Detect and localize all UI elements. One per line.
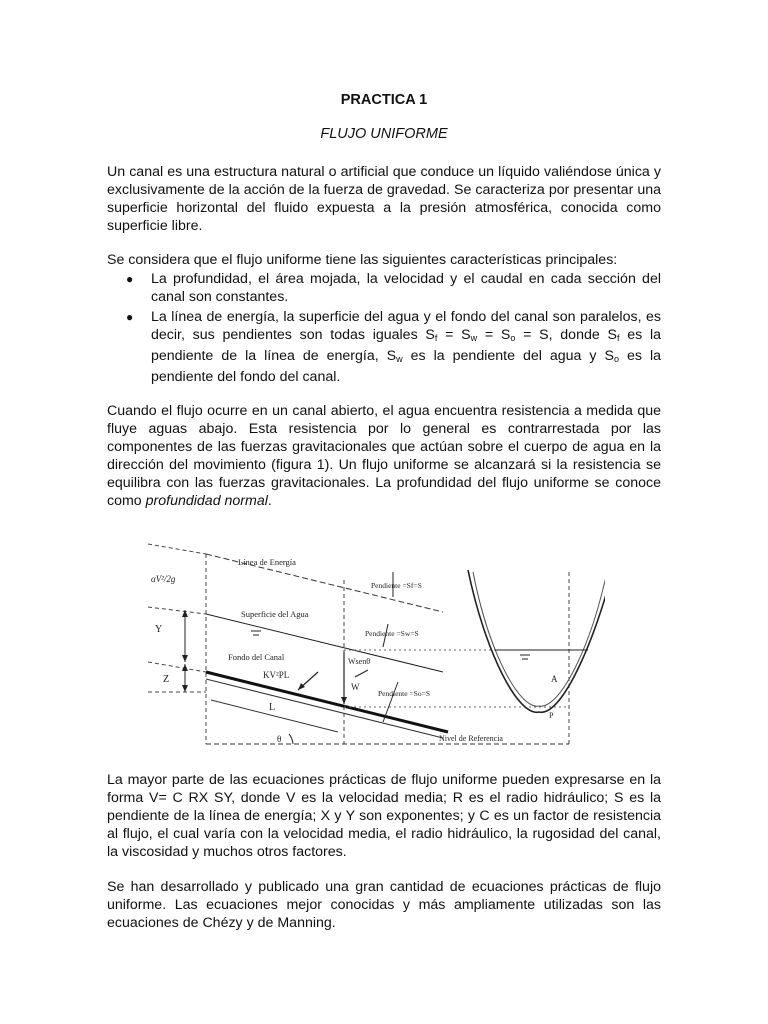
text-fragment: La línea de energía, la superficie del agua y el fondo del canal son paralelos, es decir, sus pendientes son todas iguales S	[151, 309, 661, 343]
label-w: W	[351, 682, 360, 692]
arrow-down-icon	[341, 697, 347, 704]
label-p: P	[549, 711, 554, 720]
intro-paragraph: Un canal es una estructura natural o artificial que conduce un líquido valiéndose única y exclusivamente de la acción de la fuerza de gravedad. Se caracteriza por presentar una superficie horizontal del fluido expuesta a la presión atmosférica, conocida como superficie libre.	[107, 164, 661, 234]
list-item	[126, 308, 662, 386]
slope-pointer	[383, 682, 398, 722]
text-fragment: es la pendiente de la línea de energía, S	[151, 327, 661, 364]
cross-section-outer	[468, 570, 605, 712]
label-datum: Nivel de Referencia	[439, 734, 503, 743]
subscript: o	[613, 354, 619, 364]
list-item	[126, 270, 661, 306]
label-y: Y	[155, 624, 163, 635]
label-z: Z	[163, 674, 170, 685]
channel-bed-line	[206, 679, 443, 738]
final-paragraph: Se han desarrollado y publicado una gran cantidad de ecuaciones prácticas de flujo uniforme. Las ecuaciones mejor conocidas y más ampliamente utilizadas son las ecuaciones de Chézy y de Manning.	[107, 879, 661, 931]
bullet-icon: ●	[126, 272, 134, 286]
label-slope-o: Pendiente =So=S	[378, 689, 431, 698]
energy-line-ext	[148, 544, 206, 554]
text-fragment: es la pendiente del fondo del canal.	[151, 348, 662, 385]
label-slope-f: Pendiente =Sf=S	[371, 581, 422, 590]
list-item-text	[151, 309, 661, 385]
text-fragment: = S, donde S	[515, 327, 617, 343]
label-velocity-head: αV²/2g	[151, 574, 176, 584]
text-fragment: es la pendiente del agua y S	[402, 348, 614, 364]
text-fragment: Cuando el flujo ocurre en un canal abierto, el agua encuentra resistencia a medida que fluye aguas abajo. Esta resistencia por lo general es contrarrestada por las componentes de las fuerzas gravitacionales que actúan sobre el cuerpo de agua en la dirección del movimiento (figura 1). Un flujo uniforme se alcanzará si la resistencia se equilibra con las fuerzas gravitacionales. La profundidad del flujo uniforme se conoce como	[107, 403, 661, 509]
resistance-paragraph	[107, 402, 661, 510]
label-channel-bottom: Fondo del Canal	[228, 652, 285, 662]
arrow-up-icon	[182, 664, 188, 671]
emphasis-text: profundidad normal	[145, 493, 268, 509]
bullet-icon: ●	[126, 310, 134, 324]
list-item-text: La profundidad, el área mojada, la velocidad y el caudal en cada sección del canal son constantes.	[151, 271, 661, 305]
label-water-surface: Superficie del Agua	[241, 609, 309, 619]
label-a: A	[551, 674, 558, 684]
cross-section-inner	[473, 572, 605, 706]
water-surface-line	[206, 614, 443, 672]
text-fragment: .	[267, 493, 272, 509]
channel-bottom-line	[206, 672, 448, 732]
equations-paragraph: La mayor parte de las ecuaciones prácticas de flujo uniforme pueden expresarse en la forma V= C RX SY, donde V es la velocidad media; R es el radio hidráulico; S es la pendiente de la línea de energía; X y Y son exponentes; y C es un factor de resistencia al flujo, el cual varía con la velocidad media, el radio hidráulico, la rugosidad del canal, la viscosidad y muchos otros factores.	[107, 772, 661, 860]
subscript: w	[470, 333, 478, 343]
uniform-flow-figure	[143, 532, 605, 752]
list-intro-paragraph: Se considera que el flujo uniforme tiene las siguientes características principales:	[107, 252, 618, 268]
text-fragment: = S	[477, 327, 511, 343]
label-wsen: Wsenθ	[348, 657, 371, 666]
subscript: w	[396, 354, 403, 364]
subscript: f	[616, 333, 620, 343]
text-fragment: = S	[437, 327, 471, 343]
label-l: L	[269, 702, 276, 713]
label-theta: θ	[277, 734, 282, 744]
wsen-arrow	[355, 670, 368, 677]
label-energy-line: Línea de Energía	[238, 557, 296, 567]
channel-bottom-ext	[148, 662, 206, 672]
water-surface-ext	[148, 607, 206, 614]
page-subtitle: FLUJO UNIFORME	[320, 126, 448, 142]
subscript: o	[510, 333, 516, 343]
characteristics-list	[107, 270, 661, 388]
theta-arc	[289, 734, 293, 744]
label-kv2pl: KV²PL	[263, 670, 290, 680]
arrow-down-icon	[182, 655, 188, 662]
arrow-down-icon	[182, 685, 188, 692]
page-title: PRACTICA 1	[340, 92, 428, 108]
label-slope-w: Pendiente =Sw=S	[365, 629, 419, 638]
subscript: f	[434, 333, 438, 343]
